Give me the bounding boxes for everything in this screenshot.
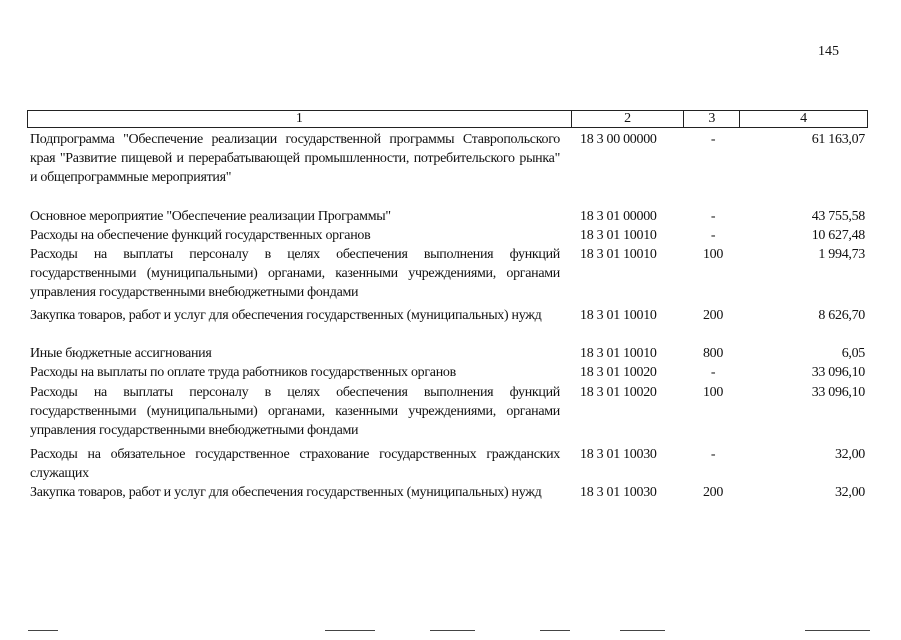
row-type: 100 xyxy=(702,247,724,262)
scan-artifact xyxy=(805,630,870,631)
row-type: 200 xyxy=(702,485,724,500)
row-type: 200 xyxy=(702,308,724,323)
row-type: - xyxy=(710,447,716,462)
row-amount: 32,00 xyxy=(834,447,865,462)
row-type: - xyxy=(710,132,716,147)
header-col-3: 3 xyxy=(684,111,740,127)
row-type: 100 xyxy=(702,385,724,400)
row-text: Расходы на выплаты по оплате труда работников государственных органов xyxy=(30,365,456,380)
row-amount: 33 096,10 xyxy=(811,365,865,380)
row-type: - xyxy=(710,209,716,224)
row-amount: 32,00 xyxy=(834,485,865,500)
row-text: Закупка товаров, работ и услуг для обеспечения государственных (муниципальных) нужд xyxy=(30,485,542,500)
row-text: Основное мероприятие "Обеспечение реализации Программы" xyxy=(30,209,391,224)
row-amount: 10 627,48 xyxy=(811,228,865,243)
row-text: Расходы на обязательное государственное страхование государственных гражданских служащих xyxy=(30,447,560,481)
row-text: Иные бюджетные ассигнования xyxy=(30,346,212,361)
row-type: - xyxy=(710,228,716,243)
header-col-2: 2 xyxy=(572,111,685,127)
row-text: Закупка товаров, работ и услуг для обеспечения государственных (муниципальных) нужд xyxy=(30,308,542,323)
row-text: Расходы на выплаты персоналу в целях обеспечения выполнения функций государственными (муниципальными) органами, казенными учреждениями, органами управления государственными внебюджетными фондами xyxy=(30,385,560,438)
row-amount: 61 163,07 xyxy=(811,132,865,147)
row-amount: 6,05 xyxy=(841,346,865,361)
row-code: 18 3 01 10030 xyxy=(580,485,657,500)
row-type: - xyxy=(710,365,716,380)
row-code: 18 3 01 10010 xyxy=(580,346,657,361)
row-code: 18 3 01 00000 xyxy=(580,209,657,224)
scan-artifact xyxy=(620,630,665,631)
row-code: 18 3 01 10010 xyxy=(580,247,657,262)
row-code: 18 3 01 10020 xyxy=(580,365,657,380)
header-col-4: 4 xyxy=(800,111,808,126)
row-code: 18 3 01 10010 xyxy=(580,228,657,243)
row-type: 800 xyxy=(702,346,724,361)
row-amount: 8 626,70 xyxy=(818,308,865,323)
row-code: 18 3 01 10030 xyxy=(580,447,657,462)
row-code: 18 3 01 10010 xyxy=(580,308,657,323)
row-text: Расходы на обеспечение функций государственных органов xyxy=(30,228,371,243)
scan-artifact xyxy=(325,630,375,631)
row-amount: 43 755,58 xyxy=(811,209,865,224)
row-amount: 33 096,10 xyxy=(811,385,865,400)
scan-artifact xyxy=(28,630,58,631)
row-code: 18 3 00 00000 xyxy=(580,132,657,147)
table-header xyxy=(27,110,868,128)
scan-artifact xyxy=(540,630,570,631)
scan-artifact xyxy=(430,630,475,631)
row-code: 18 3 01 10020 xyxy=(580,385,657,400)
page-number: 145 xyxy=(818,44,839,59)
row-amount: 1 994,73 xyxy=(818,247,865,262)
row-text: Подпрограмма "Обеспечение реализации государственной программы Ставропольского края "Развитие пищевой и перерабатывающей промышленности, потребительского рынка" и общепрограммные мероприятия" xyxy=(30,132,560,185)
row-text: Расходы на выплаты персоналу в целях обеспечения выполнения функций государственными (муниципальными) органами, казенными учреждениями, органами управления государственными внебюджетными фондами xyxy=(30,247,560,300)
header-col-1: 1 xyxy=(28,111,572,127)
